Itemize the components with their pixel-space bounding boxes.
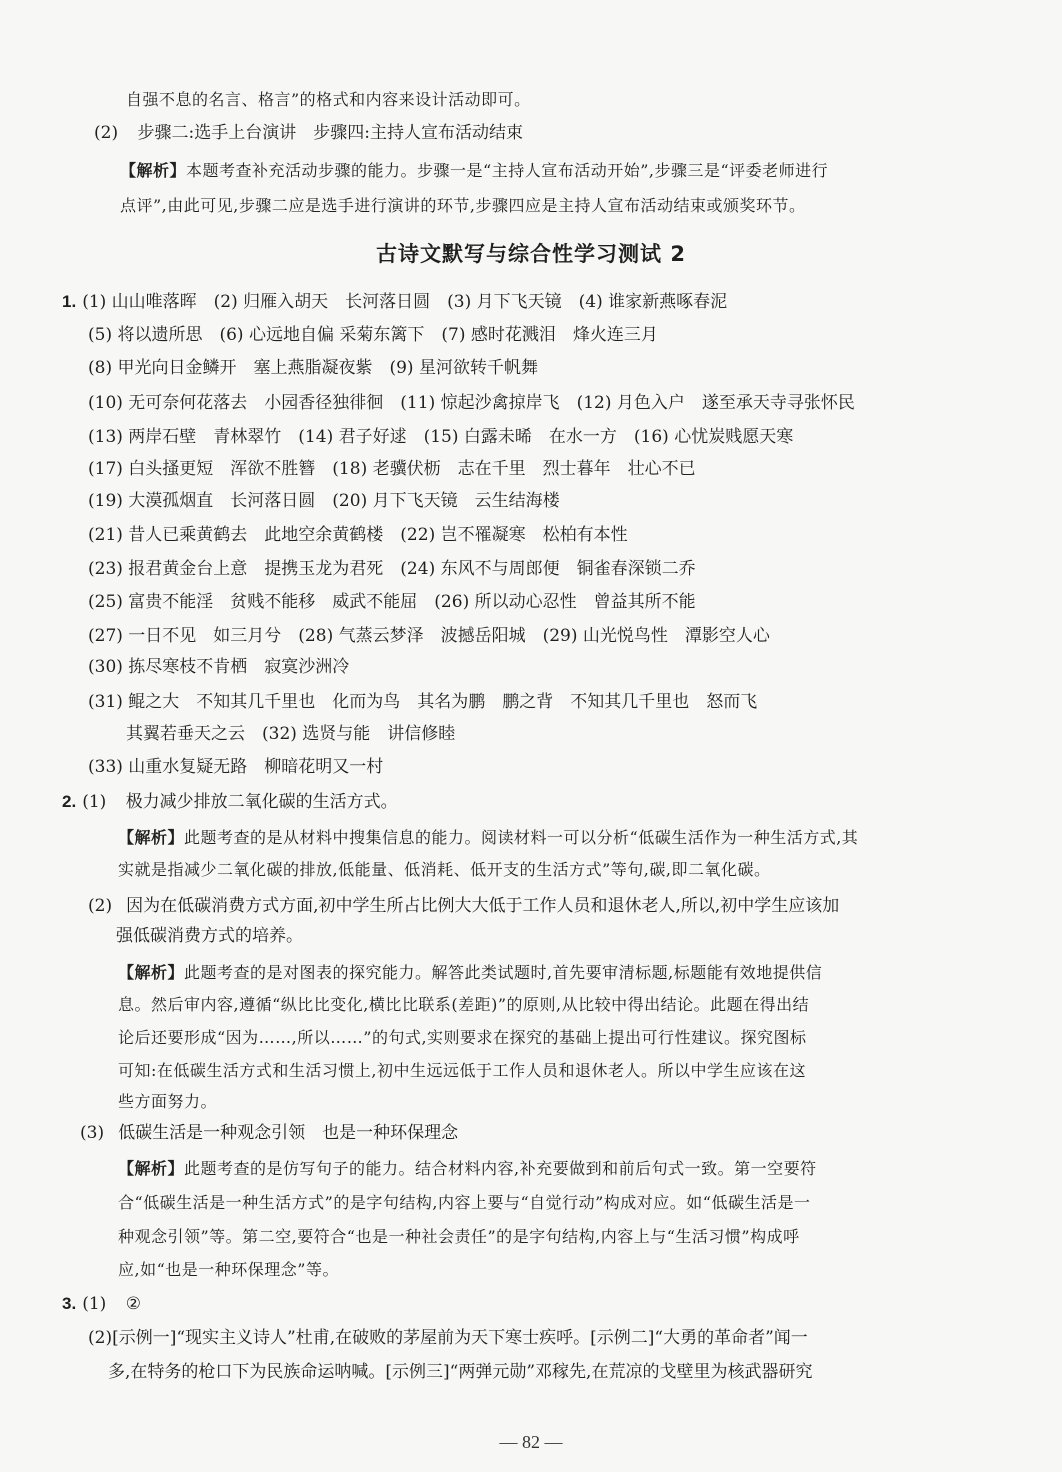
- q1-line: (23) 报君黄金台上意 提携玉龙为君死 (24) 东风不与周郎便 铜雀春深锁二乔: [88, 559, 696, 579]
- answer-text: 强低碳消费方式的培养。: [116, 926, 303, 946]
- analysis-text: 合“低碳生活是一种生活方式”的是字句结构,内容上要与“自觉行动”构成对应。如“低碳生活是一: [118, 1193, 811, 1212]
- sub-label: (1): [82, 1294, 107, 1314]
- answer-text: [示例一]“现实主义诗人”杜甫,在破败的茅屋前为天下寒士疾呼。[示例二]“大勇的革命者”闻一: [112, 1328, 808, 1348]
- analysis-text: 种观念引领”等。第二空,要符合“也是一种社会责任”的是字句结构,内容上与“生活习惯”构成呼: [118, 1227, 800, 1246]
- sub-label: (2): [88, 896, 113, 916]
- q1-line: (30) 拣尽寒枝不肯栖 寂寞沙洲冷: [88, 657, 350, 677]
- answer-text: 步骤二:选手上台演讲 步骤四:主持人宣布活动结束: [137, 123, 523, 143]
- q1-line: (21) 昔人已乘黄鹤去 此地空余黄鹤楼 (22) 岂不罹凝寒 松柏有本性: [88, 525, 628, 545]
- q1-line: (19) 大漠孤烟直 长河落日圆 (20) 月下飞天镜 云生结海楼: [88, 491, 560, 511]
- analysis-paragraph: [120, 159, 828, 183]
- analysis-text: 实就是指减少二氧化碳的排放,低能量、低消耗、低开支的生活方式”等句,碳,即二氧化碳。: [118, 860, 771, 879]
- q3-sub1: [62, 1292, 141, 1316]
- question-number: 1.: [62, 292, 77, 311]
- answer-text: 因为在低碳消费方式方面,初中学生所占比例大大低于工作人员和退休老人,所以,初中学生应该加: [126, 896, 840, 916]
- q1-line: (17) 白头搔更短 浑欲不胜簪 (18) 老骥伏枥 志在千里 烈士暮年 壮心不已: [88, 459, 696, 479]
- question-number: 3.: [62, 1294, 77, 1313]
- analysis-text: 点评”,由此可见,步骤二应是选手进行演讲的环节,步骤四应是主持人宣布活动结束或颁奖环节。: [120, 196, 806, 215]
- analysis-paragraph: [118, 1157, 817, 1181]
- q1-line: (27) 一日不见 如三月兮 (28) 气蒸云梦泽 波撼岳阳城 (29) 山光悦鸟性 潭影空人心: [88, 626, 770, 646]
- sub-label: (3): [80, 1123, 105, 1143]
- q2-sub2: [88, 894, 839, 918]
- analysis-tag: 【解析】: [120, 161, 187, 180]
- answer-text: ②: [125, 1294, 141, 1314]
- q1-line: (13) 两岸石壁 青林翠竹 (14) 君子好逑 (15) 白露未晞 在水一方 (16) 心忧炭贱愿天寒: [88, 427, 794, 447]
- continuation-line: 自强不息的名言、格言”的格式和内容来设计活动即可。: [126, 90, 531, 109]
- analysis-tag: 【解析】: [118, 828, 185, 847]
- q1-line: (5) 将以遗所思 (6) 心远地自偏 采菊东篱下 (7) 感时花溅泪 烽火连三月: [88, 325, 658, 345]
- analysis-text: 应,如“也是一种环保理念”等。: [118, 1260, 339, 1279]
- sub-label: (2): [94, 123, 119, 143]
- analysis-text: 此题考查的是对图表的探究能力。解答此类试题时,首先要审清标题,标题能有效地提供信: [184, 963, 823, 982]
- analysis-paragraph: [118, 961, 822, 985]
- analysis-paragraph: [118, 826, 858, 850]
- q3-sub2: [88, 1326, 808, 1350]
- analysis-text: 论后还要形成“因为……,所以……”的句式,实则要求在探究的基础上提出可行性建议。探究图标: [118, 1028, 807, 1047]
- q1-line: (25) 富贵不能淫 贫贱不能移 威武不能屈 (26) 所以动心忍性 曾益其所不能: [88, 592, 696, 612]
- q1-line: (10) 无可奈何花落去 小园香径独徘徊 (11) 惊起沙禽掠岸飞 (12) 月色入户 遂至承天寺寻张怀民: [88, 393, 855, 413]
- answer-text: (1) 山山唯落晖 (2) 归雁入胡天 长河落日圆 (3) 月下飞天镜 (4) 谁家新燕啄春泥: [82, 292, 728, 312]
- q1-line: 其翼若垂天之云 (32) 选贤与能 讲信修睦: [126, 724, 456, 744]
- q2-prev-sub-answer: [94, 121, 523, 145]
- analysis-text: 本题考查补充活动步骤的能力。步骤一是“主持人宣布活动开始”,步骤三是“评委老师进行: [186, 161, 829, 180]
- analysis-text: 此题考查的是从材料中搜集信息的能力。阅读材料一可以分析“低碳生活作为一种生活方式,其: [184, 828, 859, 847]
- question-number: 2.: [62, 792, 77, 811]
- section-title: 古诗文默写与综合性学习测试 2: [376, 242, 686, 266]
- q1-line: [62, 290, 727, 314]
- answer-text: 多,在特务的枪口下为民族命运呐喊。[示例三]“两弹元勋”邓稼先,在荒凉的戈壁里为核武器研究: [108, 1362, 813, 1382]
- q2-sub1: [62, 790, 398, 814]
- q1-line: (8) 甲光向日金鳞开 塞上燕脂凝夜紫 (9) 星河欲转千帆舞: [88, 358, 538, 378]
- analysis-text: 些方面努力。: [118, 1092, 218, 1111]
- answer-text: 极力减少排放二氧化碳的生活方式。: [125, 792, 398, 812]
- analysis-text: 可知:在低碳生活方式和生活习惯上,初中生远远低于工作人员和退休老人。所以中学生应该在这: [118, 1061, 806, 1080]
- sub-label: (1): [82, 792, 107, 812]
- q2-sub3: [80, 1121, 458, 1145]
- analysis-text: 息。然后审内容,遵循“纵比比变化,横比比联系(差距)”的原则,从比较中得出结论。此题在得出结: [118, 995, 810, 1014]
- answer-text: 低碳生活是一种观念引领 也是一种环保理念: [118, 1123, 459, 1143]
- page-number: — 82 —: [499, 1432, 563, 1452]
- q1-line: (31) 鲲之大 不知其几千里也 化而为鸟 其名为鹏 鹏之背 不知其几千里也 怒而飞: [88, 692, 758, 712]
- q1-line: (33) 山重水复疑无路 柳暗花明又一村: [88, 757, 384, 777]
- analysis-tag: 【解析】: [118, 963, 185, 982]
- analysis-tag: 【解析】: [118, 1159, 185, 1178]
- sub-label: (2): [88, 1328, 113, 1348]
- analysis-text: 此题考查的是仿写句子的能力。结合材料内容,补充要做到和前后句式一致。第一空要符: [184, 1159, 817, 1178]
